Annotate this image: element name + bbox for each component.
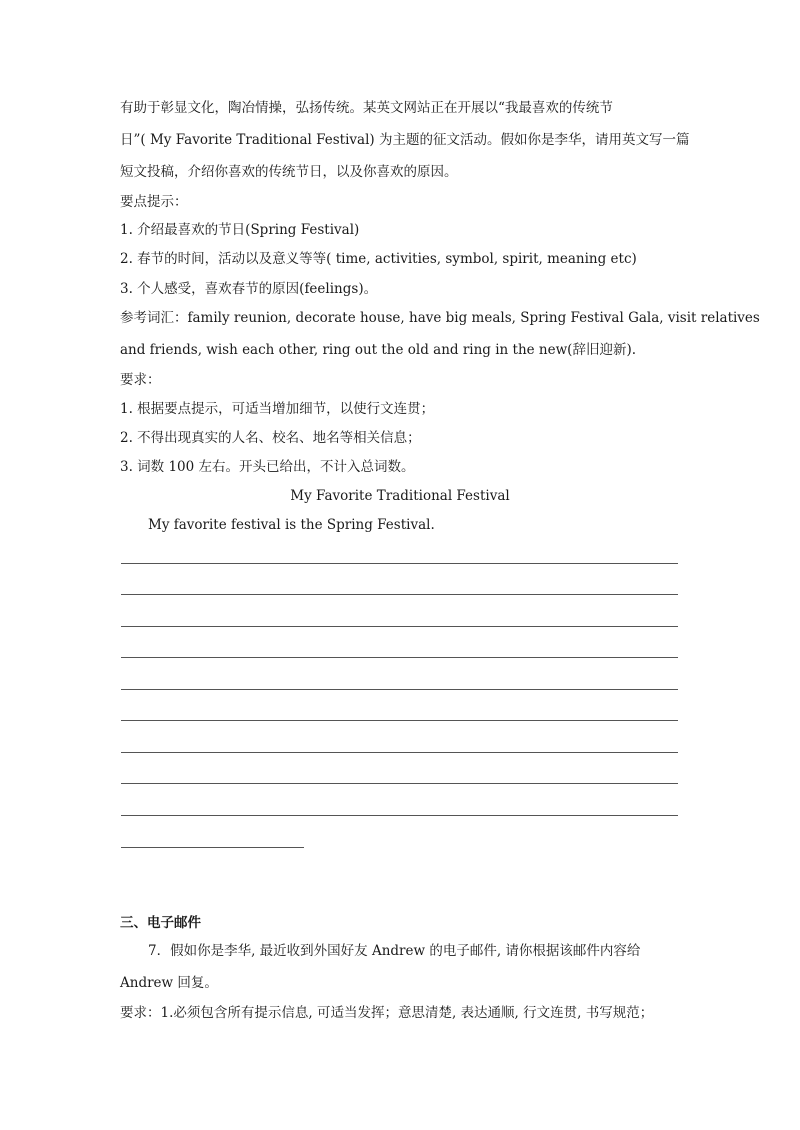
point-2: 2. 春节的时间，活动以及意义等等( time, activities, symbol, spirit, meaning etc)	[120, 251, 637, 267]
vocab-line-2: and friends, wish each other, ring out the old and ring in the new(辞旧迎新).	[120, 342, 636, 358]
writing-line[interactable]	[121, 720, 678, 721]
requirements-label: 要求：	[120, 372, 161, 388]
writing-line[interactable]	[121, 626, 678, 627]
point-1: 1. 介绍最喜欢的节日(Spring Festival)	[120, 222, 360, 238]
prompt-line-1: 有助于彰显文化，陶冶情操，弘扬传统。某英文网站正在开展以“我最喜欢的传统节	[120, 100, 613, 116]
writing-line[interactable]	[121, 563, 678, 564]
writing-line[interactable]	[121, 815, 678, 816]
question-7-line-2: Andrew 回复。	[120, 975, 218, 991]
requirement-2: 2. 不得出现真实的人名、校名、地名等相关信息；	[120, 430, 421, 446]
writing-line[interactable]	[121, 594, 678, 595]
writing-line[interactable]	[121, 657, 678, 658]
section3-heading: 三、电子邮件	[120, 915, 201, 931]
prompt-line-2: 日”( My Favorite Traditional Festival) 为主题的征文活动。假如你是李华，请用英文写一篇	[120, 132, 690, 148]
prompt-line-3: 短文投稿，介绍你喜欢的传统节日，以及你喜欢的原因。	[120, 164, 458, 180]
writing-line[interactable]	[121, 783, 678, 784]
writing-line[interactable]	[121, 752, 678, 753]
points-label: 要点提示：	[120, 194, 188, 210]
question-7-requirement: 要求：1.必须包含所有提示信息, 可适当发挥；意思清楚, 表达通顺, 行文连贯, 书写规范；	[120, 1005, 654, 1021]
vocab-line-1: 参考词汇：family reunion, decorate house, have big meals, Spring Festival Gala, visit relatives	[120, 310, 760, 326]
writing-line-last[interactable]	[121, 847, 304, 848]
point-3: 3. 个人感受，喜欢春节的原因(feelings)。	[120, 281, 378, 297]
requirement-1: 1. 根据要点提示，可适当增加细节，以使行文连贯；	[120, 401, 435, 417]
question-7-line-1: 7．假如你是李华, 最近收到外国好友 Andrew 的电子邮件, 请你根据该邮件内容给	[148, 943, 641, 959]
writing-line[interactable]	[121, 689, 678, 690]
essay-opening: My favorite festival is the Spring Festival.	[148, 517, 435, 533]
essay-title: My Favorite Traditional Festival	[290, 488, 510, 504]
requirement-3: 3. 词数 100 左右。开头已给出，不计入总词数。	[120, 459, 415, 475]
